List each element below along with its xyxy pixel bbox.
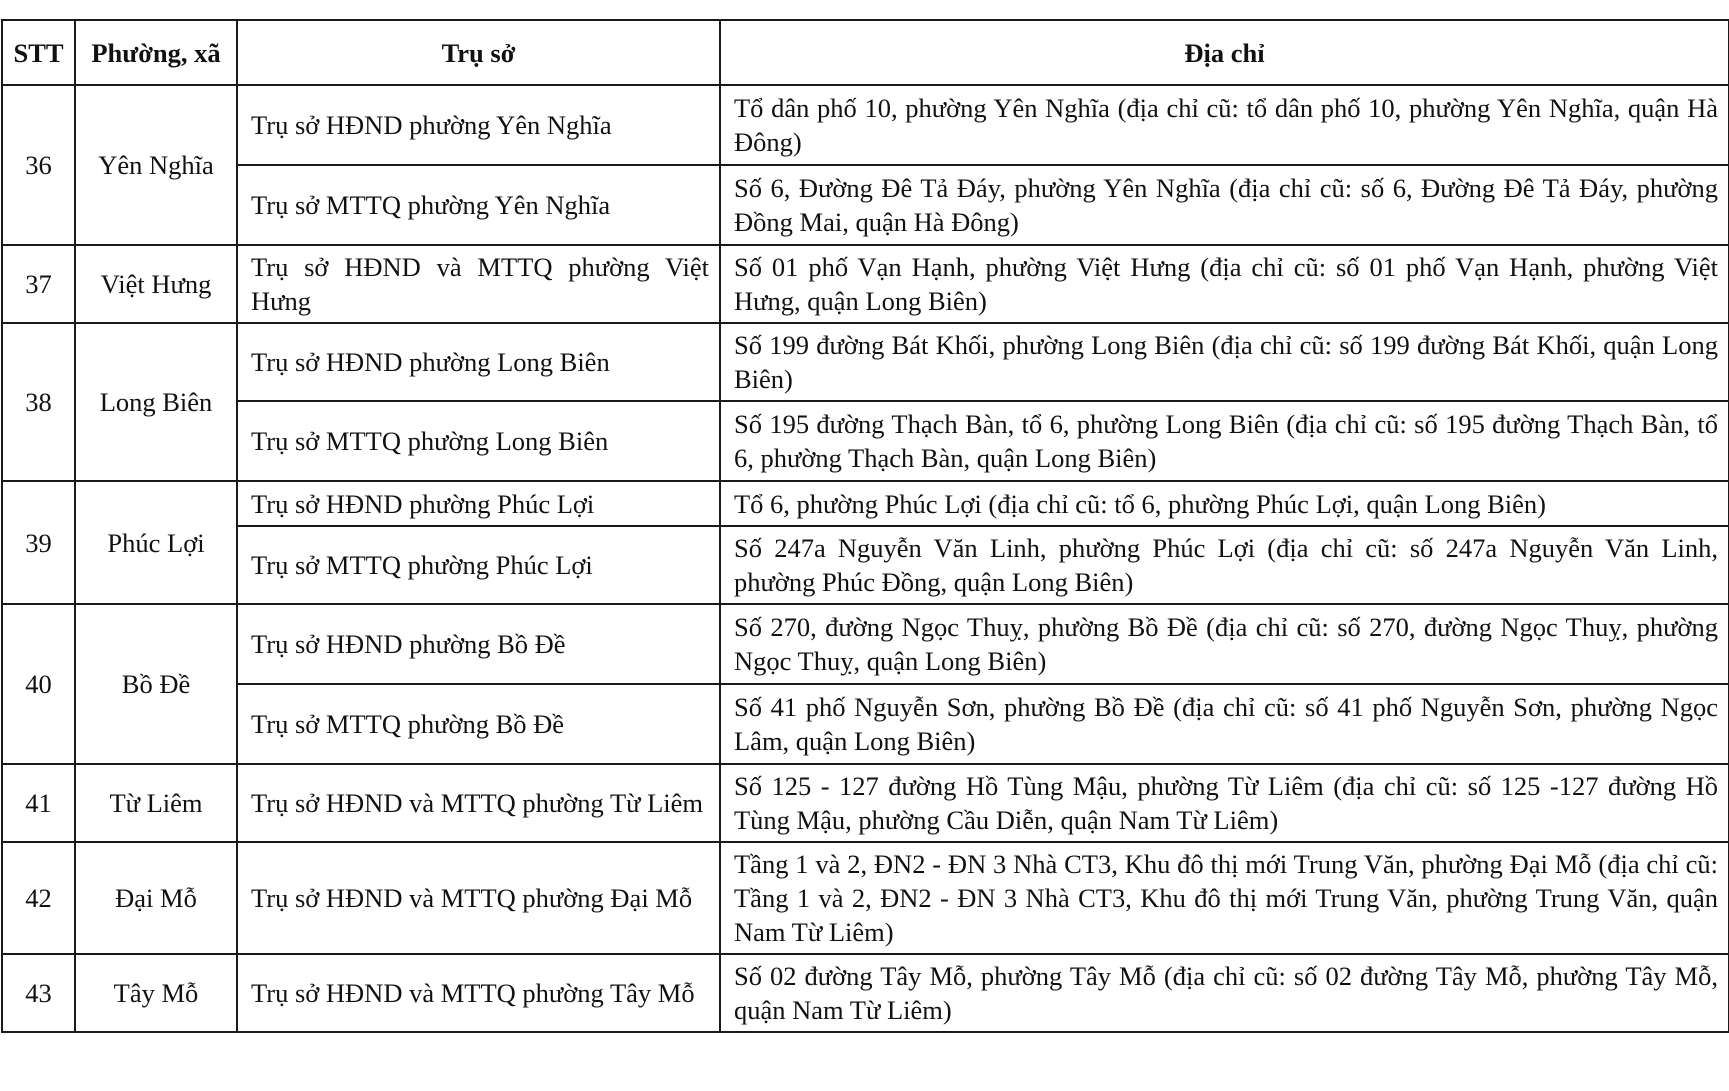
office-cell: Trụ sở MTTQ phường Yên Nghĩa <box>237 165 720 245</box>
stt-cell: 38 <box>2 323 75 481</box>
ward-cell: Từ Liêm <box>75 764 237 842</box>
table-row <box>2 165 1729 245</box>
office-cell: Trụ sở HĐND và MTTQ phường Tây Mỗ <box>237 954 720 1032</box>
stt-cell: 37 <box>2 245 75 323</box>
table-row <box>2 245 1729 323</box>
header-stt: STT <box>2 20 75 85</box>
ward-cell: Bồ Đề <box>75 604 237 764</box>
office-cell: Trụ sở HĐND phường Yên Nghĩa <box>237 85 720 165</box>
ward-cell: Phúc Lợi <box>75 481 237 604</box>
table-row <box>2 526 1729 604</box>
table-row <box>2 323 1729 401</box>
stt-cell: 41 <box>2 764 75 842</box>
office-cell: Trụ sở HĐND phường Bồ Đề <box>237 604 720 684</box>
office-cell: Trụ sở HĐND và MTTQ phường Đại Mỗ <box>237 842 720 954</box>
ward-cell: Đại Mỗ <box>75 842 237 954</box>
ward-cell: Yên Nghĩa <box>75 85 237 245</box>
table-row <box>2 401 1729 481</box>
address-cell: Số 01 phố Vạn Hạnh, phường Việt Hưng (địa chỉ cũ: số 01 phố Vạn Hạnh, phường Việt Hưng, quận Long Biên) <box>720 245 1729 323</box>
address-cell: Số 199 đường Bát Khối, phường Long Biên (địa chỉ cũ: số 199 đường Bát Khối, quận Long Biên) <box>720 323 1729 401</box>
table-row <box>2 764 1729 842</box>
table-row <box>2 85 1729 165</box>
address-cell: Số 02 đường Tây Mỗ, phường Tây Mỗ (địa chỉ cũ: số 02 đường Tây Mỗ, phường Tây Mỗ, quận Nam Từ Liêm) <box>720 954 1729 1032</box>
address-cell: Số 6, Đường Đê Tả Đáy, phường Yên Nghĩa (địa chỉ cũ: số 6, Đường Đê Tả Đáy, phường Đồng Mai, quận Hà Đông) <box>720 165 1729 245</box>
office-cell: Trụ sở MTTQ phường Phúc Lợi <box>237 526 720 604</box>
ward-cell: Việt Hưng <box>75 245 237 323</box>
table-row <box>2 481 1729 526</box>
header-office: Trụ sở <box>237 20 720 85</box>
address-cell: Số 270, đường Ngọc Thuỵ, phường Bồ Đề (địa chỉ cũ: số 270, đường Ngọc Thuỵ, phường Ngọc Thuỵ, quận Long Biên) <box>720 604 1729 684</box>
stt-cell: 39 <box>2 481 75 604</box>
table-row <box>2 604 1729 684</box>
address-cell: Số 195 đường Thạch Bàn, tổ 6, phường Long Biên (địa chỉ cũ: số 195 đường Thạch Bàn, tổ 6, phường Thạch Bàn, quận Long Biên) <box>720 401 1729 481</box>
office-cell: Trụ sở MTTQ phường Bồ Đề <box>237 684 720 764</box>
stt-cell: 36 <box>2 85 75 245</box>
stt-cell: 40 <box>2 604 75 764</box>
office-cell: Trụ sở MTTQ phường Long Biên <box>237 401 720 481</box>
table-row <box>2 954 1729 1032</box>
stt-cell: 43 <box>2 954 75 1032</box>
office-cell: Trụ sở HĐND phường Phúc Lợi <box>237 481 720 526</box>
office-cell: Trụ sở HĐND và MTTQ phường Từ Liêm <box>237 764 720 842</box>
address-cell: Số 125 - 127 đường Hồ Tùng Mậu, phường Từ Liêm (địa chỉ cũ: số 125 -127 đường Hồ Tùng Mậu, phường Cầu Diễn, quận Nam Từ Liêm) <box>720 764 1729 842</box>
ward-cell: Tây Mỗ <box>75 954 237 1032</box>
address-cell: Tổ dân phố 10, phường Yên Nghĩa (địa chỉ cũ: tổ dân phố 10, phường Yên Nghĩa, quận Hà Đông) <box>720 85 1729 165</box>
stt-cell: 42 <box>2 842 75 954</box>
table-row <box>2 842 1729 954</box>
office-cell: Trụ sở HĐND phường Long Biên <box>237 323 720 401</box>
address-cell: Tầng 1 và 2, ĐN2 - ĐN 3 Nhà CT3, Khu đô thị mới Trung Văn, phường Đại Mỗ (địa chỉ cũ: Tầng 1 và 2, ĐN2 - ĐN 3 Nhà CT3, Khu đô thị mới Trung Văn, phường Trung Văn, quận Nam Từ Liêm) <box>720 842 1729 954</box>
header-row <box>2 20 1729 85</box>
table-row <box>2 684 1729 764</box>
ward-cell: Long Biên <box>75 323 237 481</box>
address-cell: Số 41 phố Nguyễn Sơn, phường Bồ Đề (địa chỉ cũ: số 41 phố Nguyễn Sơn, phường Ngọc Lâm, quận Long Biên) <box>720 684 1729 764</box>
office-cell: Trụ sở HĐND và MTTQ phường Việt Hưng <box>237 245 720 323</box>
office-address-table <box>1 19 1729 1033</box>
address-cell: Tổ 6, phường Phúc Lợi (địa chỉ cũ: tổ 6, phường Phúc Lợi, quận Long Biên) <box>720 481 1729 526</box>
header-ward: Phường, xã <box>75 20 237 85</box>
header-address: Địa chỉ <box>720 20 1729 85</box>
address-cell: Số 247a Nguyễn Văn Linh, phường Phúc Lợi (địa chỉ cũ: số 247a Nguyễn Văn Linh, phường Phúc Đồng, quận Long Biên) <box>720 526 1729 604</box>
